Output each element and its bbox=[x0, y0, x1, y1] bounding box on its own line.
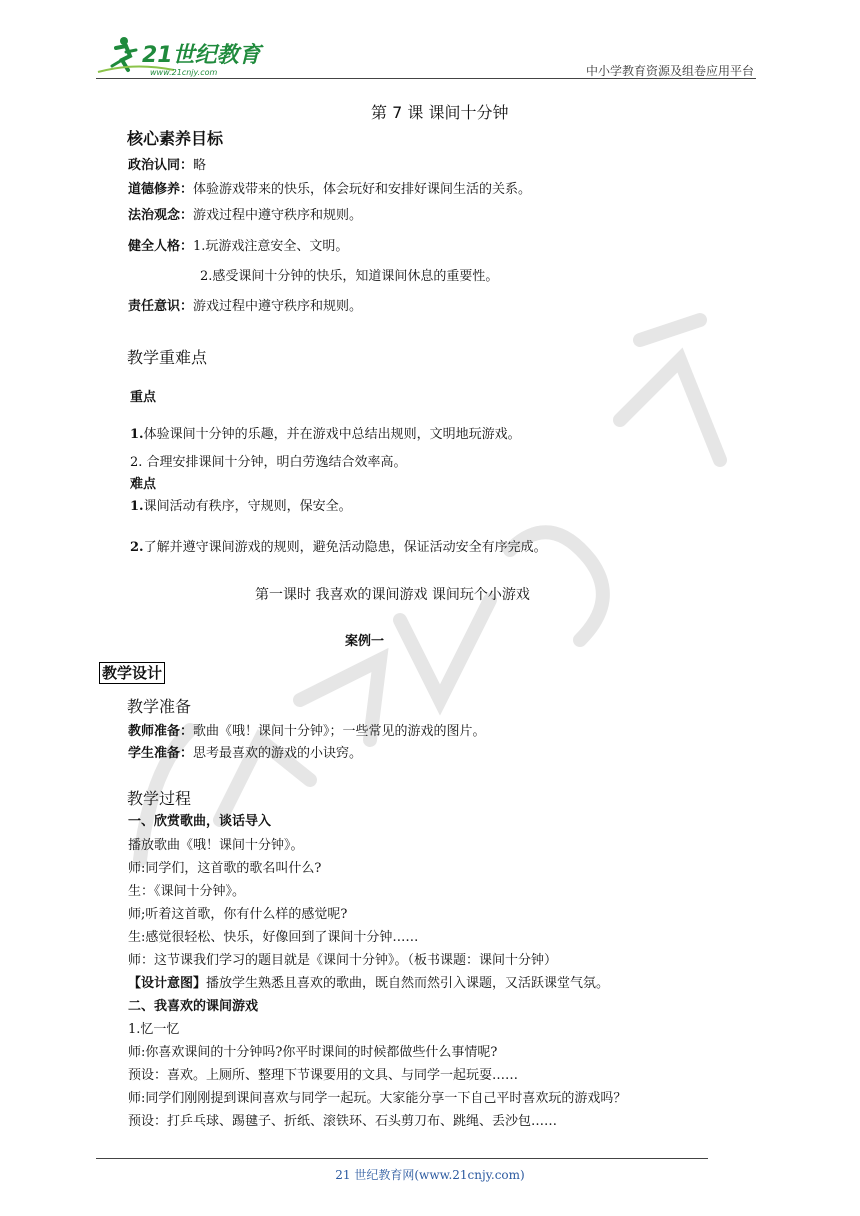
goal-item: 责任意识：游戏过程中遵守秩序和规则。 bbox=[128, 299, 363, 314]
process-line: 播放歌曲《哦！课间十分钟》。 bbox=[128, 838, 304, 853]
prep-heading: 教学准备 bbox=[127, 697, 192, 716]
section-heading: 一、欣赏歌曲，谈话导入 bbox=[128, 814, 272, 829]
difficulty-point: 2.了解并遵守课间游戏的规则，避免活动隐患，保证活动安全有序完成。 bbox=[130, 540, 547, 555]
key-label: 重点 bbox=[130, 390, 157, 405]
case-label: 案例一 bbox=[345, 634, 385, 649]
footer-link[interactable]: 21 世纪教育网(www.21cnjy.com) bbox=[335, 1168, 525, 1182]
process-line: 师：这节课我们学习的题目就是《课间十分钟》。（板书课题：课间十分钟） bbox=[128, 953, 558, 968]
key-point: 1.体验课间十分钟的乐趣，并在游戏中总结出规则，文明地玩游戏。 bbox=[130, 427, 521, 442]
process-line: 师:同学们，这首歌的歌名叫什么? bbox=[128, 861, 322, 876]
header-divider bbox=[96, 78, 756, 79]
process-line: 师;听着这首歌，你有什么样的感觉呢? bbox=[128, 907, 348, 922]
section-heading: 二、我喜欢的课间游戏 bbox=[128, 999, 259, 1014]
process-heading: 教学过程 bbox=[127, 789, 192, 808]
process-line: 预设：打乒乓球、踢毽子、折纸、滚铁环、石头剪刀布、跳绳、丢沙包…… bbox=[128, 1114, 558, 1129]
lesson-title: 第 7 课 课间十分钟 bbox=[371, 103, 509, 122]
goal-item: 2.感受课间十分钟的快乐，知道课间休息的重要性。 bbox=[200, 269, 499, 284]
design-heading-box: 教学设计 bbox=[99, 662, 165, 684]
site-logo bbox=[94, 32, 264, 80]
design-intent: 【设计意图】播放学生熟悉且喜欢的歌曲，既自然而然引入课题，又活跃课堂气氛。 bbox=[128, 976, 610, 991]
process-line: 生:感觉很轻松、快乐，好像回到了课间十分钟…… bbox=[128, 930, 419, 945]
runner-icon bbox=[94, 32, 264, 80]
svg-text:21世纪教育: 21世纪教育 bbox=[142, 43, 261, 68]
footer-divider bbox=[96, 1158, 708, 1159]
goal-item: 法治观念：游戏过程中遵守秩序和规则。 bbox=[128, 208, 363, 223]
student-prep: 学生准备：思考最喜欢的游戏的小诀窍。 bbox=[128, 746, 363, 761]
goal-item: 健全人格：1.玩游戏注意安全、文明。 bbox=[128, 239, 349, 254]
goals-heading: 核心素养目标 bbox=[127, 129, 224, 148]
process-line: 生：《课间十分钟》。 bbox=[128, 884, 246, 899]
platform-name: 中小学教育资源及组卷应用平台 bbox=[585, 64, 754, 78]
difficulty-label: 难点 bbox=[130, 477, 157, 492]
teacher-prep: 教师准备：歌曲《哦！课间十分钟》；一些常见的游戏的图片。 bbox=[128, 724, 486, 739]
process-line: 师:同学们刚刚提到课间喜欢与同学一起玩。大家能分享一下自己平时喜欢玩的游戏吗？ bbox=[128, 1091, 627, 1106]
goal-item: 道德修养：体验游戏带来的快乐，体会玩好和安排好课间生活的关系。 bbox=[128, 182, 532, 197]
svg-text:www.21cnjy.com: www.21cnjy.com bbox=[150, 68, 218, 77]
key-point: 2. 合理安排课间十分钟，明白劳逸结合效率高。 bbox=[130, 455, 407, 470]
goal-item: 政治认同：略 bbox=[128, 158, 207, 173]
process-line: 1.忆一忆 bbox=[128, 1022, 180, 1037]
lesson-subtitle: 第一课时 我喜欢的课间游戏 课间玩个小游戏 bbox=[255, 587, 530, 603]
process-line: 师:你喜欢课间的十分钟吗?你平时课间的时候都做些什么事情呢? bbox=[128, 1045, 498, 1060]
difficulty-point: 1.课间活动有秩序，守规则，保安全。 bbox=[130, 499, 352, 514]
keypoints-heading: 教学重难点 bbox=[127, 348, 208, 367]
process-line: 预设：喜欢。上厕所、整理下节课要用的文具、与同学一起玩耍…… bbox=[128, 1068, 519, 1083]
